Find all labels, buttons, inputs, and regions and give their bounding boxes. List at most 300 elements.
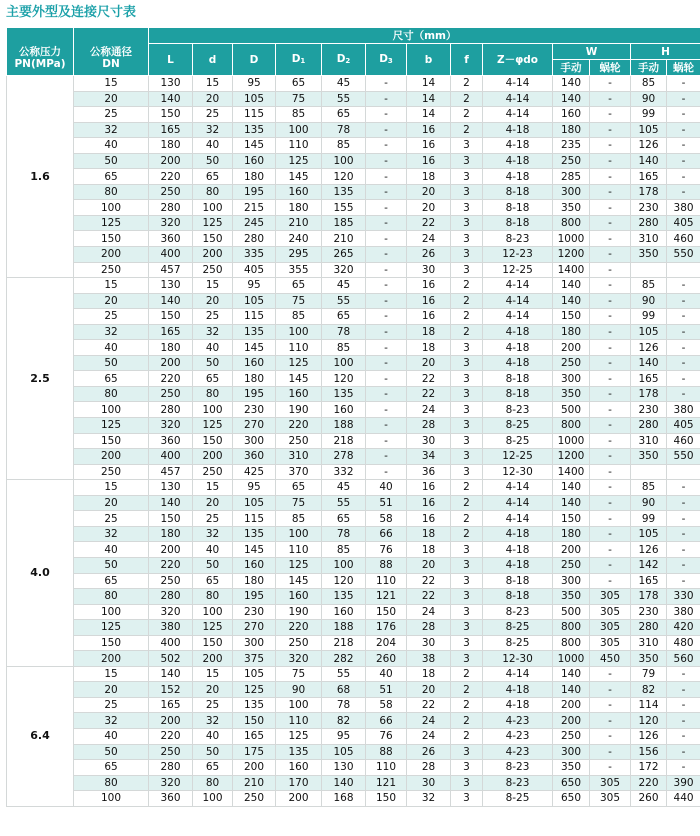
table-cell: - bbox=[667, 76, 700, 92]
table-cell: 55 bbox=[322, 666, 366, 682]
table-cell: 250 bbox=[553, 355, 590, 371]
table-cell: 150 bbox=[193, 231, 233, 247]
table-cell: 195 bbox=[233, 386, 276, 402]
table-cell: 4-14 bbox=[483, 309, 553, 325]
table-cell: 200 bbox=[149, 542, 193, 558]
table-cell: 4-14 bbox=[483, 107, 553, 123]
table-cell: - bbox=[667, 480, 700, 496]
table-cell: 180 bbox=[553, 526, 590, 542]
table-cell: 40 bbox=[74, 340, 149, 356]
table-cell: - bbox=[667, 107, 700, 123]
table-cell: 250 bbox=[74, 262, 149, 278]
table-cell: 260 bbox=[366, 651, 407, 667]
table-cell: 4-18 bbox=[483, 153, 553, 169]
table-cell: - bbox=[667, 278, 700, 294]
table-cell: 200 bbox=[276, 791, 322, 807]
table-row bbox=[7, 635, 700, 651]
table-cell: 2 bbox=[451, 324, 483, 340]
table-cell: 85 bbox=[322, 340, 366, 356]
table-cell: 250 bbox=[276, 433, 322, 449]
table-cell: 4-23 bbox=[483, 728, 553, 744]
table-row bbox=[7, 775, 700, 791]
table-cell: 2 bbox=[451, 495, 483, 511]
table-cell: - bbox=[590, 744, 631, 760]
table-cell: - bbox=[590, 76, 631, 92]
table-cell: - bbox=[366, 355, 407, 371]
table-cell: 160 bbox=[276, 184, 322, 200]
table-cell: 250 bbox=[149, 744, 193, 760]
table-cell: - bbox=[667, 744, 700, 760]
table-cell: 65 bbox=[74, 371, 149, 387]
table-cell: 3 bbox=[451, 449, 483, 465]
table-cell: - bbox=[667, 728, 700, 744]
table-cell: 305 bbox=[590, 775, 631, 791]
table-row bbox=[7, 697, 700, 713]
table-cell: 105 bbox=[631, 324, 667, 340]
table-row bbox=[7, 713, 700, 729]
table-cell: 4-14 bbox=[483, 495, 553, 511]
table-cell: 200 bbox=[553, 542, 590, 558]
table-cell: 95 bbox=[322, 728, 366, 744]
table-cell: 75 bbox=[276, 91, 322, 107]
table-cell: - bbox=[590, 107, 631, 123]
table-cell: 230 bbox=[631, 402, 667, 418]
table-cell: 200 bbox=[149, 355, 193, 371]
table-cell: 310 bbox=[631, 635, 667, 651]
table-cell: 280 bbox=[631, 418, 667, 434]
table-cell: 66 bbox=[366, 713, 407, 729]
table-cell: - bbox=[667, 153, 700, 169]
table-cell: 50 bbox=[193, 355, 233, 371]
table-cell: 16 bbox=[407, 480, 451, 496]
table-cell: 140 bbox=[553, 495, 590, 511]
table-cell: 218 bbox=[322, 635, 366, 651]
table-cell: - bbox=[590, 449, 631, 465]
table-cell: 121 bbox=[366, 589, 407, 605]
table-cell: 40 bbox=[366, 666, 407, 682]
table-cell: 3 bbox=[451, 620, 483, 636]
table-cell: - bbox=[667, 169, 700, 185]
table-cell: 135 bbox=[233, 122, 276, 138]
table-cell: 66 bbox=[366, 526, 407, 542]
table-cell: 270 bbox=[233, 418, 276, 434]
table-cell: 3 bbox=[451, 355, 483, 371]
table-cell: - bbox=[667, 386, 700, 402]
table-cell: 280 bbox=[631, 215, 667, 231]
table-cell: 4-23 bbox=[483, 744, 553, 760]
table-cell: - bbox=[366, 262, 407, 278]
table-cell: 165 bbox=[149, 122, 193, 138]
table-cell: 140 bbox=[553, 480, 590, 496]
table-cell: 360 bbox=[149, 231, 193, 247]
table-cell: 185 bbox=[322, 215, 366, 231]
table-row bbox=[7, 355, 700, 371]
table-cell: - bbox=[590, 542, 631, 558]
table-cell: 220 bbox=[149, 371, 193, 387]
table-row bbox=[7, 557, 700, 573]
table-cell: 220 bbox=[276, 418, 322, 434]
table-cell: 175 bbox=[233, 744, 276, 760]
table-cell: 25 bbox=[74, 309, 149, 325]
table-cell: 105 bbox=[233, 91, 276, 107]
table-cell: 100 bbox=[74, 791, 149, 807]
header-D1: D1 bbox=[276, 44, 322, 76]
table-cell: 4-18 bbox=[483, 324, 553, 340]
table-cell: 65 bbox=[322, 107, 366, 123]
table-cell: 65 bbox=[74, 169, 149, 185]
table-cell: 1000 bbox=[553, 231, 590, 247]
table-row bbox=[7, 278, 700, 294]
table-row bbox=[7, 247, 700, 263]
dimension-table bbox=[6, 27, 700, 807]
table-cell: 50 bbox=[193, 153, 233, 169]
header-b: b bbox=[407, 44, 451, 76]
table-row bbox=[7, 651, 700, 667]
table-cell: 40 bbox=[193, 340, 233, 356]
table-cell: 32 bbox=[407, 791, 451, 807]
table-cell: 3 bbox=[451, 231, 483, 247]
table-cell: 3 bbox=[451, 371, 483, 387]
table-cell: 150 bbox=[366, 604, 407, 620]
table-cell: 280 bbox=[149, 402, 193, 418]
table-cell: 200 bbox=[149, 153, 193, 169]
table-cell: 200 bbox=[553, 340, 590, 356]
table-cell: 280 bbox=[149, 200, 193, 216]
table-cell: 220 bbox=[276, 620, 322, 636]
table-cell: 350 bbox=[553, 386, 590, 402]
table-cell: 4-14 bbox=[483, 278, 553, 294]
header-D: D bbox=[233, 44, 276, 76]
table-cell: 20 bbox=[74, 293, 149, 309]
table-cell: 145 bbox=[233, 138, 276, 154]
table-cell: 30 bbox=[407, 635, 451, 651]
table-cell: 230 bbox=[233, 604, 276, 620]
table-cell: 145 bbox=[233, 542, 276, 558]
table-cell: - bbox=[590, 324, 631, 340]
table-cell bbox=[631, 464, 667, 480]
table-cell: 55 bbox=[322, 495, 366, 511]
table-cell: 40 bbox=[74, 542, 149, 558]
table-cell: 200 bbox=[74, 449, 149, 465]
table-cell: 3 bbox=[451, 184, 483, 200]
table-cell: 160 bbox=[233, 557, 276, 573]
table-cell: 178 bbox=[631, 589, 667, 605]
table-cell: 32 bbox=[193, 526, 233, 542]
table-cell: - bbox=[590, 573, 631, 589]
table-cell: 140 bbox=[322, 775, 366, 791]
table-cell: 78 bbox=[322, 122, 366, 138]
table-row bbox=[7, 791, 700, 807]
table-cell: - bbox=[590, 200, 631, 216]
table-cell: - bbox=[590, 231, 631, 247]
table-cell: 25 bbox=[74, 107, 149, 123]
table-cell: 280 bbox=[149, 589, 193, 605]
table-cell: 420 bbox=[667, 620, 700, 636]
table-cell: 4-14 bbox=[483, 293, 553, 309]
table-cell: 125 bbox=[233, 682, 276, 698]
header-z: Z－φdo bbox=[483, 44, 553, 76]
table-cell: 180 bbox=[553, 324, 590, 340]
table-cell: 65 bbox=[276, 480, 322, 496]
table-cell: 126 bbox=[631, 138, 667, 154]
table-cell: 2 bbox=[451, 728, 483, 744]
table-cell: 75 bbox=[276, 293, 322, 309]
table-cell: 130 bbox=[149, 278, 193, 294]
table-cell: 3 bbox=[451, 557, 483, 573]
table-cell: 78 bbox=[322, 697, 366, 713]
table-cell: 2 bbox=[451, 76, 483, 92]
table-cell: 4-14 bbox=[483, 511, 553, 527]
table-cell: 90 bbox=[631, 91, 667, 107]
table-cell: 380 bbox=[667, 402, 700, 418]
table-cell: - bbox=[366, 200, 407, 216]
table-cell: 4-14 bbox=[483, 91, 553, 107]
table-cell: 4-18 bbox=[483, 682, 553, 698]
table-cell: 30 bbox=[407, 775, 451, 791]
table-cell: 18 bbox=[407, 324, 451, 340]
table-row bbox=[7, 666, 700, 682]
table-cell: 140 bbox=[631, 355, 667, 371]
table-body bbox=[7, 76, 700, 807]
table-cell: 105 bbox=[233, 495, 276, 511]
table-cell: 3 bbox=[451, 604, 483, 620]
table-cell: 380 bbox=[667, 200, 700, 216]
table-cell: - bbox=[667, 371, 700, 387]
table-cell: 50 bbox=[193, 744, 233, 760]
table-cell: 65 bbox=[276, 278, 322, 294]
table-cell: 350 bbox=[553, 760, 590, 776]
table-cell: 280 bbox=[233, 231, 276, 247]
table-cell: 140 bbox=[553, 682, 590, 698]
table-cell: 190 bbox=[276, 604, 322, 620]
table-cell: 300 bbox=[553, 744, 590, 760]
table-cell: 100 bbox=[74, 200, 149, 216]
table-cell: 180 bbox=[233, 169, 276, 185]
table-cell: 50 bbox=[74, 355, 149, 371]
table-cell: 160 bbox=[322, 402, 366, 418]
table-cell: 140 bbox=[553, 91, 590, 107]
table-cell: 3 bbox=[451, 542, 483, 558]
table-cell: - bbox=[366, 184, 407, 200]
table-cell: 3 bbox=[451, 651, 483, 667]
table-cell: 380 bbox=[149, 620, 193, 636]
table-cell: 16 bbox=[407, 309, 451, 325]
table-row bbox=[7, 542, 700, 558]
table-cell: 95 bbox=[233, 480, 276, 496]
table-row bbox=[7, 169, 700, 185]
table-cell: 100 bbox=[322, 153, 366, 169]
table-row bbox=[7, 293, 700, 309]
table-cell: 40 bbox=[366, 480, 407, 496]
table-cell: 500 bbox=[553, 604, 590, 620]
table-cell: 80 bbox=[74, 386, 149, 402]
table-cell: 115 bbox=[233, 511, 276, 527]
table-cell: 160 bbox=[233, 355, 276, 371]
table-cell: 100 bbox=[193, 604, 233, 620]
table-cell: 8-25 bbox=[483, 635, 553, 651]
table-cell: 2 bbox=[451, 480, 483, 496]
table-cell: 18 bbox=[407, 542, 451, 558]
table-cell: 3 bbox=[451, 247, 483, 263]
table-cell: 100 bbox=[74, 402, 149, 418]
table-row bbox=[7, 402, 700, 418]
table-cell: 200 bbox=[233, 760, 276, 776]
table-cell: 3 bbox=[451, 215, 483, 231]
table-cell: 65 bbox=[322, 309, 366, 325]
table-cell: 218 bbox=[322, 433, 366, 449]
table-cell: 32 bbox=[193, 713, 233, 729]
table-cell: 3 bbox=[451, 744, 483, 760]
table-cell: 126 bbox=[631, 340, 667, 356]
table-cell: 3 bbox=[451, 464, 483, 480]
table-cell: 32 bbox=[74, 122, 149, 138]
table-cell: 140 bbox=[149, 293, 193, 309]
table-cell: 14 bbox=[407, 76, 451, 92]
table-cell: 330 bbox=[667, 589, 700, 605]
table-cell: - bbox=[667, 682, 700, 698]
table-cell: 110 bbox=[276, 542, 322, 558]
table-cell: 30 bbox=[407, 262, 451, 278]
table-cell: - bbox=[590, 262, 631, 278]
table-cell bbox=[667, 464, 700, 480]
table-cell: 150 bbox=[193, 635, 233, 651]
table-cell: 50 bbox=[193, 557, 233, 573]
table-cell: 3 bbox=[451, 402, 483, 418]
table-row bbox=[7, 184, 700, 200]
table-cell: 320 bbox=[276, 651, 322, 667]
table-cell: 1400 bbox=[553, 262, 590, 278]
table-cell: 320 bbox=[322, 262, 366, 278]
table-cell: 650 bbox=[553, 791, 590, 807]
table-cell: 32 bbox=[74, 324, 149, 340]
table-cell: 2 bbox=[451, 697, 483, 713]
table-cell: 18 bbox=[407, 526, 451, 542]
table-cell: 360 bbox=[233, 449, 276, 465]
table-row bbox=[7, 309, 700, 325]
table-cell: 170 bbox=[276, 775, 322, 791]
table-cell: 85 bbox=[631, 278, 667, 294]
table-cell: 22 bbox=[407, 386, 451, 402]
table-cell: 20 bbox=[193, 91, 233, 107]
table-row bbox=[7, 480, 700, 496]
table-cell: 20 bbox=[407, 557, 451, 573]
table-cell: 34 bbox=[407, 449, 451, 465]
table-cell: 3 bbox=[451, 433, 483, 449]
table-cell: 282 bbox=[322, 651, 366, 667]
table-cell: 178 bbox=[631, 386, 667, 402]
table-cell: 100 bbox=[322, 355, 366, 371]
table-cell: 32 bbox=[74, 526, 149, 542]
table-cell: 55 bbox=[322, 293, 366, 309]
table-cell: 25 bbox=[193, 511, 233, 527]
table-cell: 25 bbox=[193, 309, 233, 325]
table-cell: 38 bbox=[407, 651, 451, 667]
table-cell: 15 bbox=[74, 666, 149, 682]
table-cell: - bbox=[590, 340, 631, 356]
table-cell: - bbox=[366, 107, 407, 123]
table-cell: 180 bbox=[276, 200, 322, 216]
table-cell: 80 bbox=[193, 386, 233, 402]
table-cell: 80 bbox=[74, 589, 149, 605]
table-cell: - bbox=[667, 697, 700, 713]
table-cell: - bbox=[590, 495, 631, 511]
table-cell: 100 bbox=[322, 557, 366, 573]
table-cell: - bbox=[366, 449, 407, 465]
table-cell: 300 bbox=[553, 184, 590, 200]
table-cell: 305 bbox=[590, 635, 631, 651]
table-cell: 90 bbox=[631, 293, 667, 309]
table-cell: 405 bbox=[667, 215, 700, 231]
table-cell: 82 bbox=[322, 713, 366, 729]
table-cell: 4-18 bbox=[483, 697, 553, 713]
table-cell: - bbox=[366, 169, 407, 185]
table-cell: - bbox=[366, 76, 407, 92]
header-L: L bbox=[149, 44, 193, 76]
table-cell: 265 bbox=[322, 247, 366, 263]
table-cell: 4-14 bbox=[483, 76, 553, 92]
table-row bbox=[7, 760, 700, 776]
table-cell: - bbox=[590, 402, 631, 418]
table-cell: 20 bbox=[193, 495, 233, 511]
table-cell: 245 bbox=[233, 215, 276, 231]
header-D3: D3 bbox=[366, 44, 407, 76]
table-cell: 2 bbox=[451, 107, 483, 123]
table-cell: - bbox=[667, 340, 700, 356]
table-cell: 250 bbox=[193, 262, 233, 278]
table-cell: - bbox=[590, 682, 631, 698]
table-cell: - bbox=[667, 526, 700, 542]
table-cell: 22 bbox=[407, 371, 451, 387]
table-cell: 180 bbox=[553, 122, 590, 138]
table-cell: - bbox=[366, 464, 407, 480]
table-cell: 1000 bbox=[553, 651, 590, 667]
header-f: f bbox=[451, 44, 483, 76]
table-cell: 180 bbox=[149, 138, 193, 154]
table-cell: 51 bbox=[366, 682, 407, 698]
table-cell: 65 bbox=[193, 169, 233, 185]
table-cell: 20 bbox=[74, 682, 149, 698]
table-cell: - bbox=[590, 760, 631, 776]
table-cell: 285 bbox=[553, 169, 590, 185]
table-cell: 8-18 bbox=[483, 200, 553, 216]
table-cell: - bbox=[590, 247, 631, 263]
table-cell: 18 bbox=[407, 169, 451, 185]
table-cell: 24 bbox=[407, 231, 451, 247]
table-cell: 405 bbox=[233, 262, 276, 278]
table-cell: 3 bbox=[451, 153, 483, 169]
table-cell: 30 bbox=[407, 433, 451, 449]
table-cell: 400 bbox=[149, 449, 193, 465]
table-cell: 4-18 bbox=[483, 355, 553, 371]
table-cell: 295 bbox=[276, 247, 322, 263]
table-cell: 2 bbox=[451, 526, 483, 542]
table-cell: 3 bbox=[451, 760, 483, 776]
table-row bbox=[7, 604, 700, 620]
table-cell: 160 bbox=[322, 604, 366, 620]
table-cell: 140 bbox=[149, 495, 193, 511]
table-cell: 2 bbox=[451, 91, 483, 107]
table-cell: 380 bbox=[667, 604, 700, 620]
table-cell: 370 bbox=[276, 464, 322, 480]
table-cell: 2 bbox=[451, 511, 483, 527]
table-cell: 65 bbox=[193, 573, 233, 589]
table-cell: 22 bbox=[407, 573, 451, 589]
table-cell: 20 bbox=[74, 91, 149, 107]
table-cell: 188 bbox=[322, 620, 366, 636]
table-cell: 18 bbox=[407, 666, 451, 682]
table-cell: 160 bbox=[553, 107, 590, 123]
table-cell: 125 bbox=[74, 418, 149, 434]
